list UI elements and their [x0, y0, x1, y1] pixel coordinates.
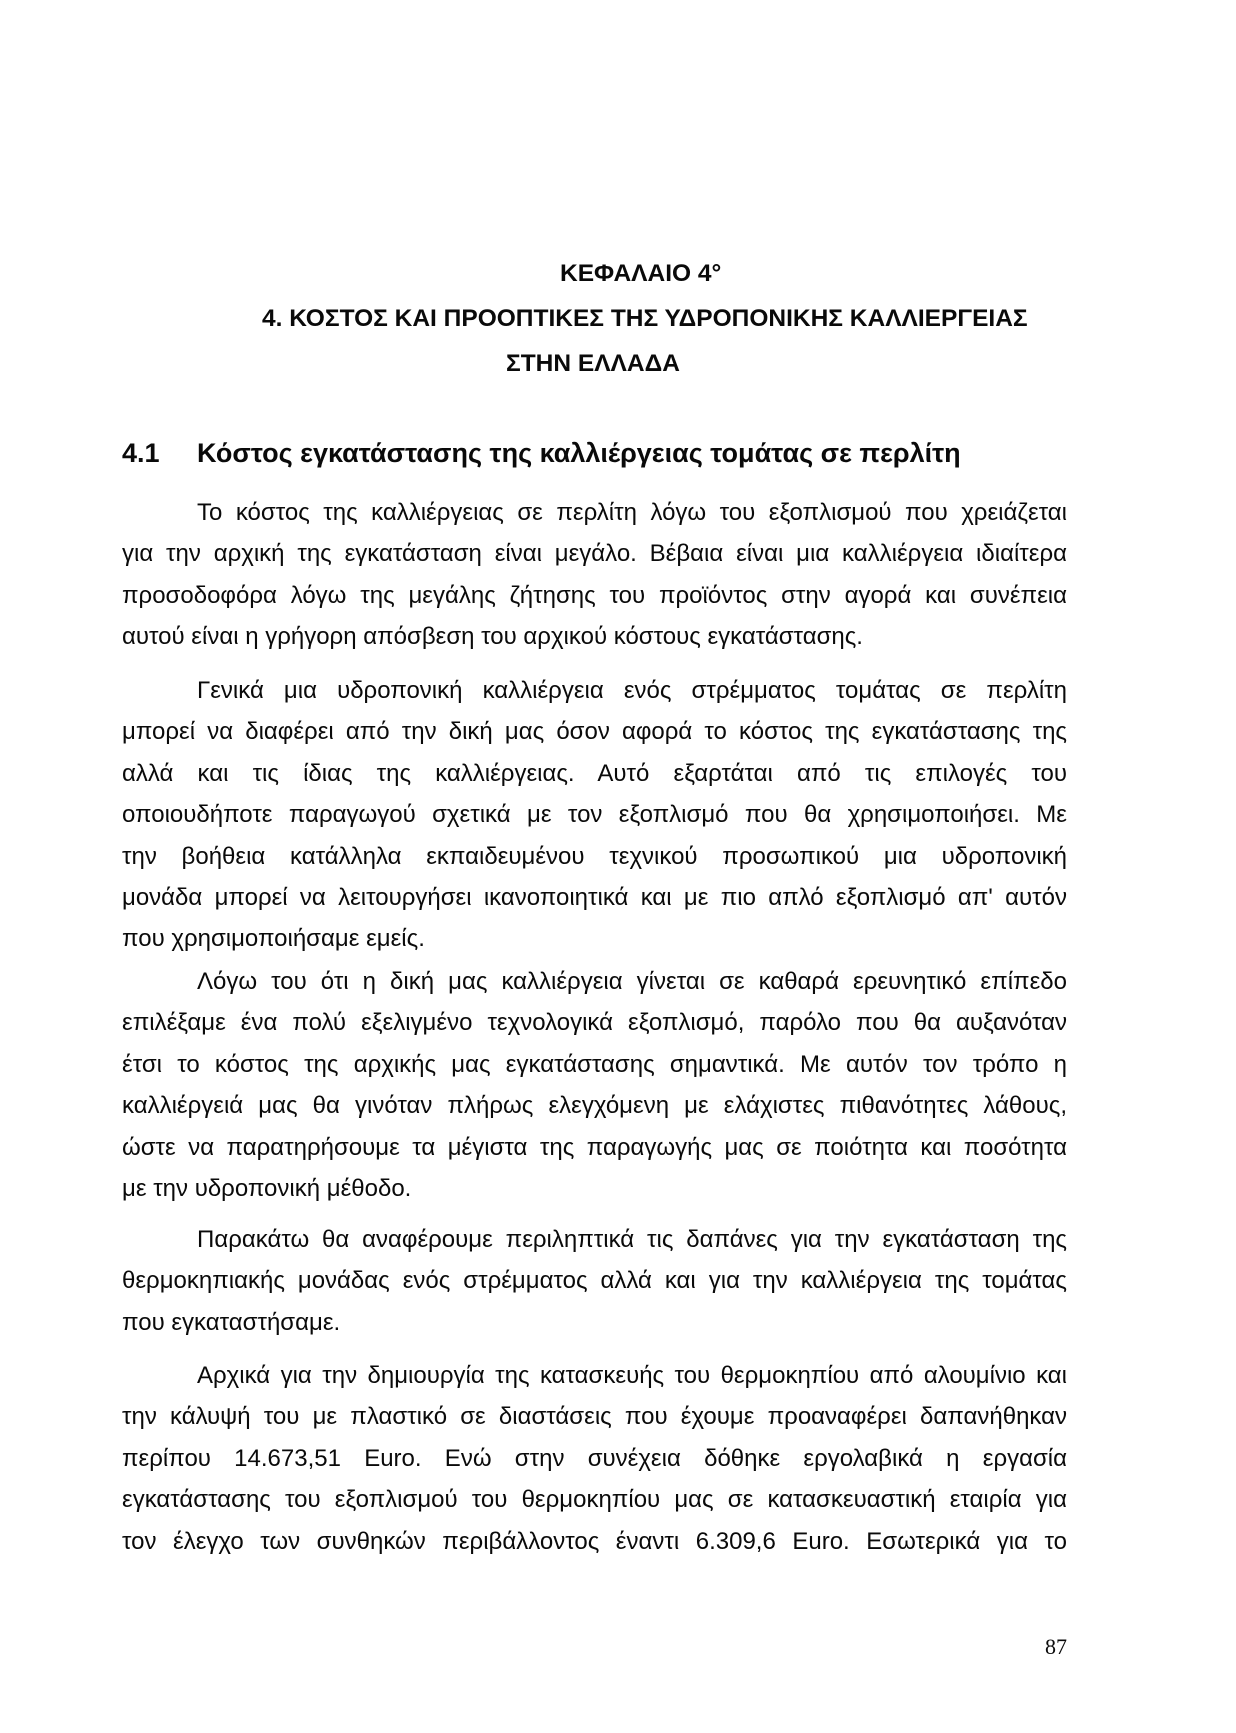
paragraph-line: αλλά και τις ίδιας της καλλιέργειας. Αυτό εξαρτάται από τις επιλογές του — [122, 759, 1067, 787]
paragraph-line: που εγκαταστήσαμε. — [122, 1308, 341, 1336]
paragraph-line: Γενικά μια υδροπονική καλλιέργεια ενός στρέμματος τομάτας σε περλίτη — [197, 677, 1067, 704]
paragraph-line: περίπου 14.673,51 Euro. Ενώ στην συνέχεια δόθηκε εργολαβικά η εργασία — [122, 1444, 1067, 1472]
paragraph-line: την βοήθεια κατάλληλα εκπαιδευμένου τεχνικού προσωπικού μια υδροπονική — [122, 842, 1067, 870]
paragraph-line: μονάδα μπορεί να λειτουργήσει ικανοποιητικά και με πιο απλό εξοπλισμό απ' αυτόν — [122, 883, 1067, 911]
paragraph-line: Λόγω του ότι η δική μας καλλιέργεια γίνεται σε καθαρά ερευνητικό επίπεδο — [197, 968, 1067, 995]
paragraph — [122, 1355, 1067, 1562]
paragraph-line: Παρακάτω θα αναφέρουμε περιληπτικά τις δαπάνες για την εγκατάσταση της — [197, 1226, 1067, 1253]
chapter-label: ΚΕΦΑΛΑΙΟ 4° — [560, 260, 722, 287]
paragraph-line: μπορεί να διαφέρει από την δική μας όσον αφορά το κόστος της εγκατάστασης της — [122, 718, 1067, 746]
paragraph-line: για την αρχική της εγκατάσταση είναι μεγάλο. Βέβαια είναι μια καλλιέργεια ιδιαίτερα — [122, 540, 1067, 568]
section-number: 4.1 — [122, 438, 160, 468]
chapter-title-line-2: ΣΤΗΝ ΕΛΛΑΔΑ — [506, 350, 680, 377]
paragraph-line: εγκατάστασης του εξοπλισμού του θερμοκηπίου μας σε κατασκευαστική εταιρία για — [122, 1486, 1067, 1514]
paragraph-line: την κάλυψή του με πλαστικό σε διαστάσεις που έχουμε προαναφέρει δαπανήθηκαν — [122, 1403, 1067, 1431]
paragraph — [122, 492, 1067, 658]
paragraph-line: καλλιέργειά μας θα γινόταν πλήρως ελεγχόμενη με ελάχιστες πιθανότητες λάθους, — [122, 1092, 1067, 1120]
paragraph-line: Το κόστος της καλλιέργειας σε περλίτη λόγω του εξοπλισμού που χρειάζεται — [197, 499, 1067, 526]
paragraph-line: που χρησιμοποιήσαμε εμείς. — [122, 925, 425, 953]
paragraph — [122, 1219, 1067, 1343]
paragraph-line: έτσι το κόστος της αρχικής μας εγκατάστασης σημαντικά. Με αυτόν τον τρόπο η — [122, 1050, 1067, 1078]
section-title: Κόστος εγκατάστασης της καλλιέργειας τομάτας σε περλίτη — [197, 438, 961, 468]
paragraph-line: Αρχικά για την δημιουργία της κατασκευής του θερμοκηπίου από αλουμίνιο και — [197, 1362, 1067, 1389]
paragraph — [122, 670, 1067, 960]
paragraph-line: τον έλεγχο των συνθηκών περιβάλλοντος έναντι 6.309,6 Euro. Εσωτερικά για το — [122, 1527, 1067, 1555]
paragraph-line: με την υδροπονική μέθοδο. — [122, 1174, 412, 1202]
paragraph — [122, 961, 1067, 1209]
paragraph-line: προσοδοφόρα λόγω της μεγάλης ζήτησης του προϊόντος στην αγορά και συνέπεια — [122, 581, 1067, 609]
paragraph-line: ώστε να παρατηρήσουμε τα μέγιστα της παραγωγής μας σε ποιότητα και ποσότητα — [122, 1133, 1067, 1161]
page-number: 87 — [1045, 1634, 1067, 1659]
paragraph-line: αυτού είναι η γρήγορη απόσβεση του αρχικού κόστους εγκατάστασης. — [122, 623, 863, 651]
chapter-title-line-1: 4. ΚΟΣΤΟΣ ΚΑΙ ΠΡΟΟΠΤΙΚΕΣ ΤΗΣ ΥΔΡΟΠΟΝΙΚΗΣ ΚΑΛΛΙΕΡΓΕΙΑΣ — [262, 305, 1028, 332]
paragraph-line: επιλέξαμε ένα πολύ εξελιγμένο τεχνολογικά εξοπλισμό, παρόλο που θα αυξανόταν — [122, 1009, 1067, 1037]
paragraph-line: θερμοκηπιακής μονάδας ενός στρέμματος αλλά και για την καλλιέργεια της τομάτας — [122, 1267, 1067, 1295]
paragraph-line: οποιουδήποτε παραγωγού σχετικά με τον εξοπλισμό που θα χρησιμοποιήσει. Με — [122, 801, 1067, 829]
